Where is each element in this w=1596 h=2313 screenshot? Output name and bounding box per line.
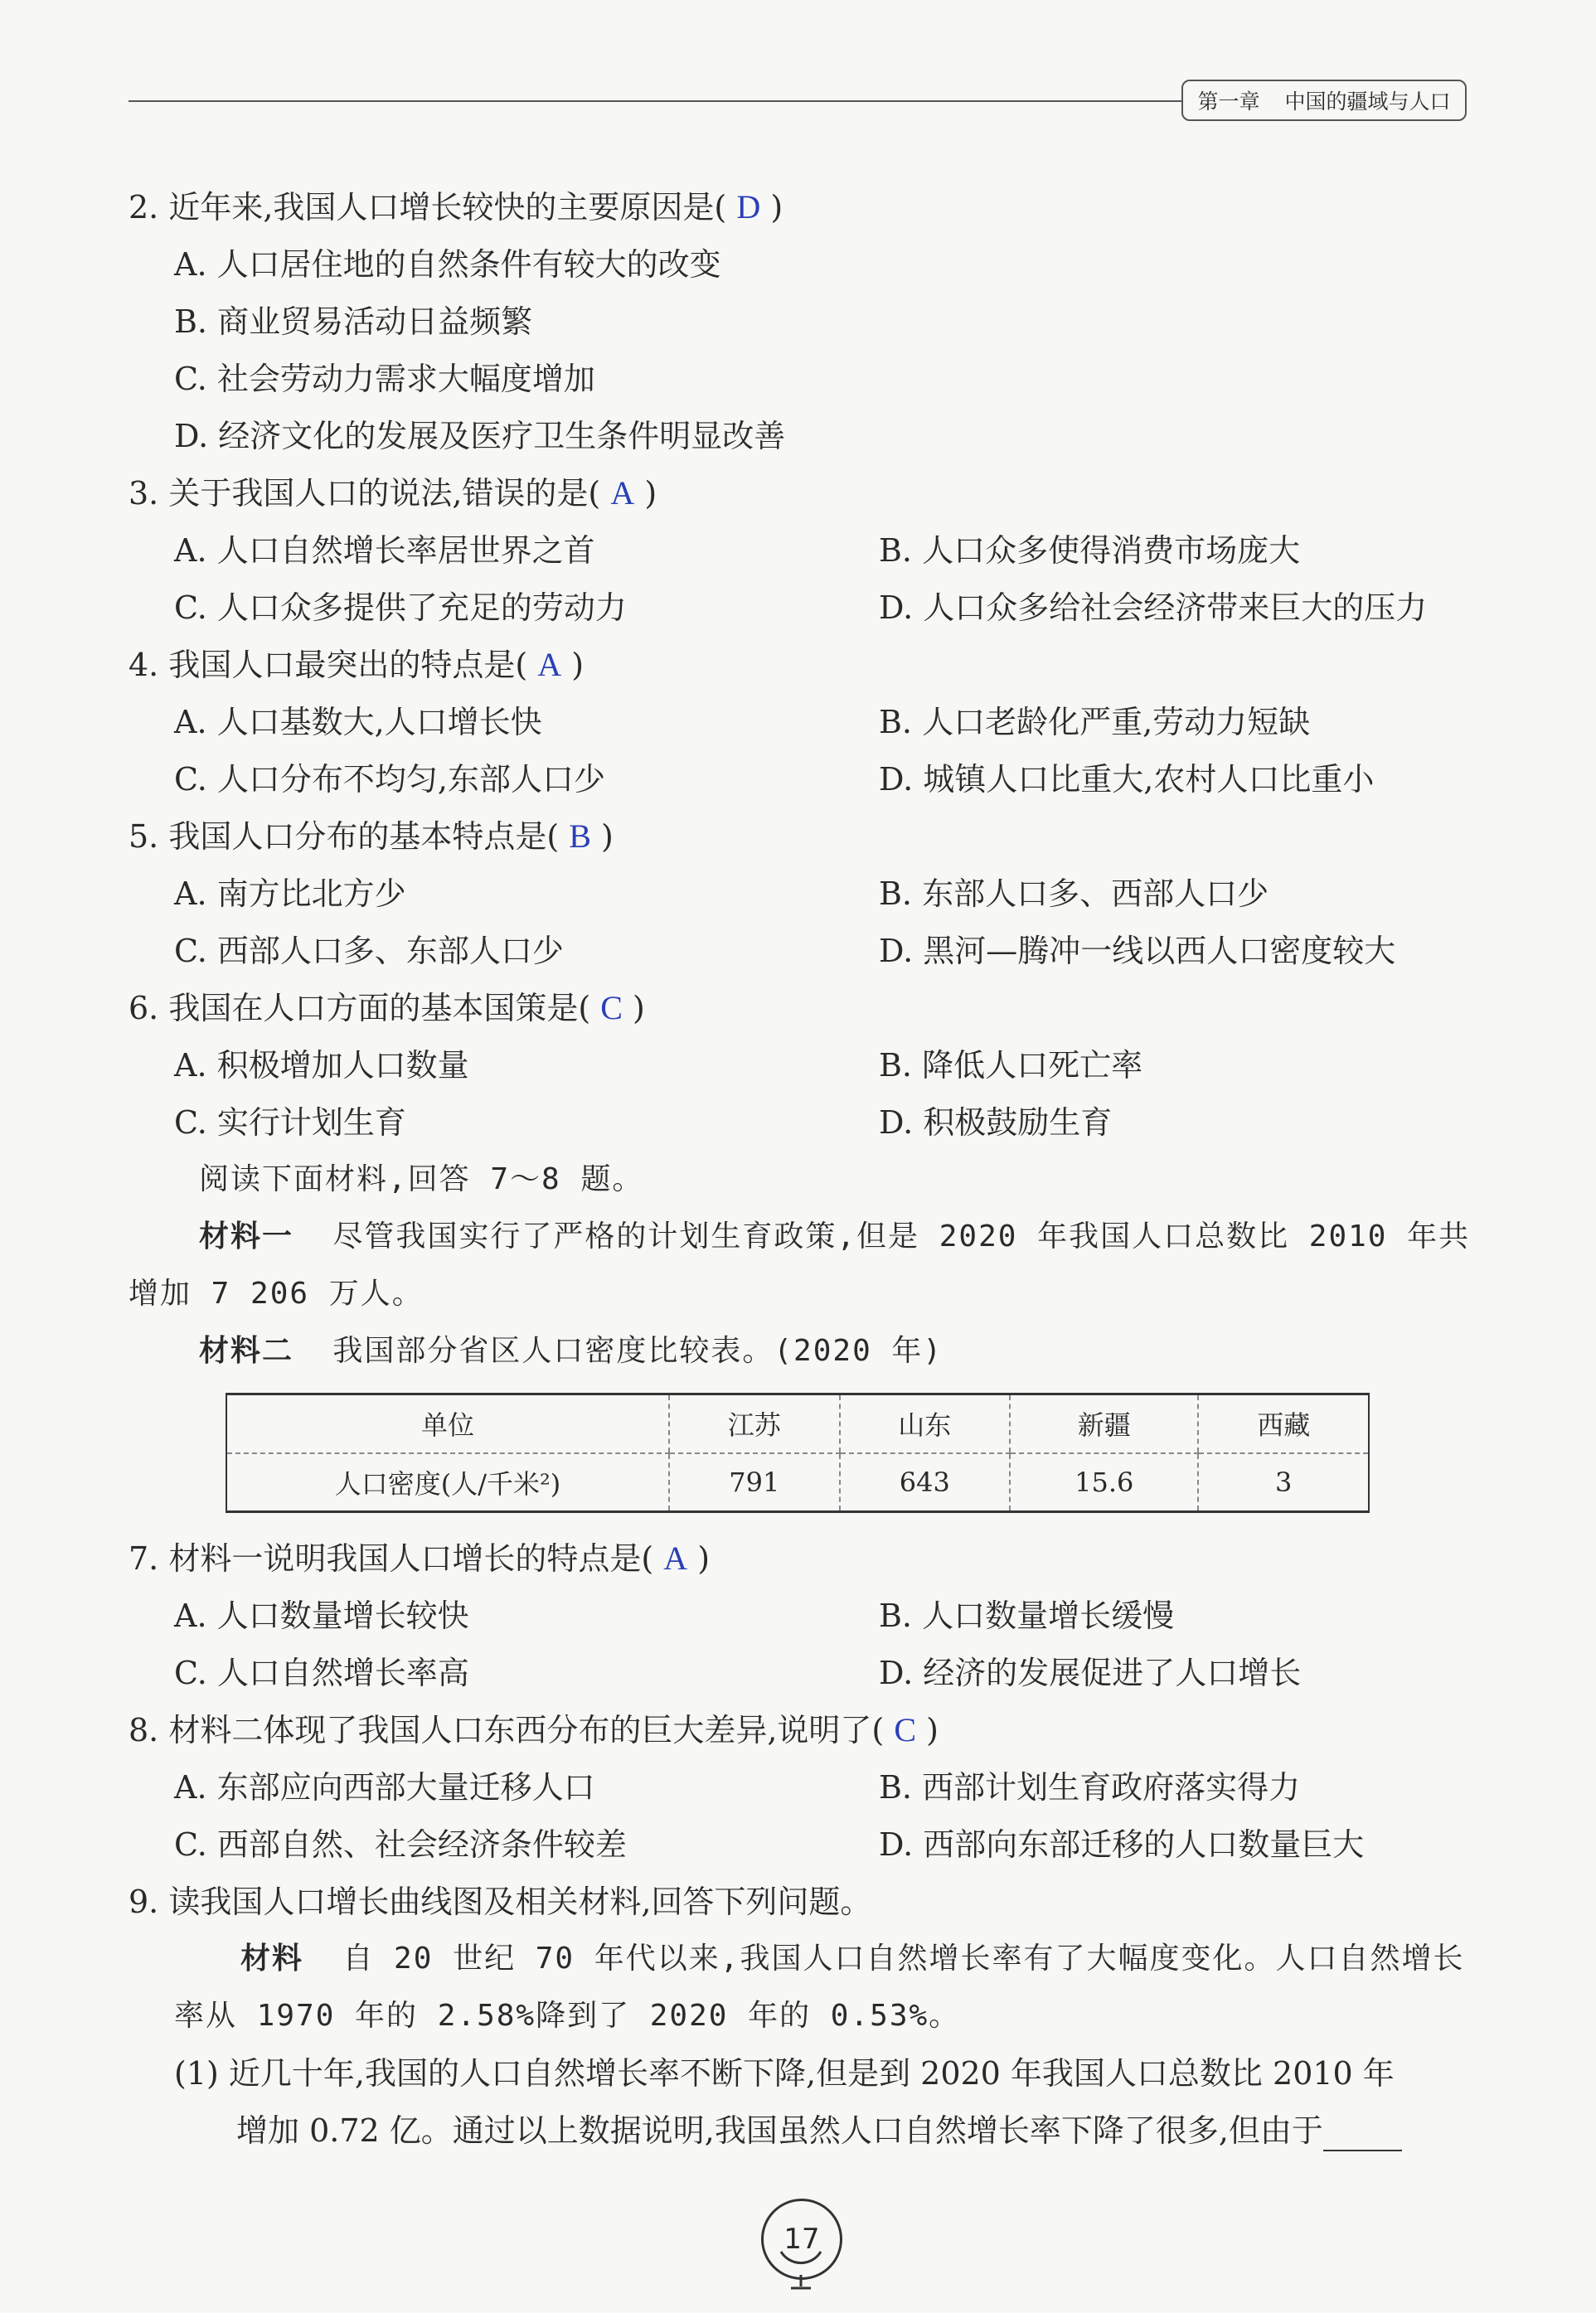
- question-9: 9. 读我国人口增长曲线图及相关材料,回答下列问题。: [129, 1884, 872, 1920]
- q5-option-d: D. 黑河—腾冲一线以西人口密度较大: [879, 933, 1396, 969]
- globe-stand-icon: [776, 2247, 826, 2296]
- q9-sub1-cont: 增加 0.72 亿。通过以上数据说明,我国虽然人口自然增长率下降了很多,但由于: [236, 2110, 1402, 2151]
- q3-option-a: A. 人口自然增长率居世界之首: [174, 532, 595, 569]
- q3-option-b: B. 人口众多使得消费市场庞大: [879, 532, 1301, 569]
- q6-option-a: A. 积极增加人口数量: [174, 1047, 469, 1084]
- q9-material: 材料 自 20 世纪 70 年代以来,我国人口自然增长率有了大幅度变化。人口自然增长: [240, 1942, 1465, 1976]
- q9-material-label: 材料: [240, 1942, 304, 1976]
- q4-option-b: B. 人口老龄化严重,劳动力短缺: [879, 704, 1311, 740]
- answer-2: D: [736, 188, 761, 225]
- question-4: 4. 我国人口最突出的特点是( A ): [129, 646, 585, 683]
- table-row-label: 人口密度(人/千米²): [334, 1467, 561, 1500]
- reading-intro: 阅读下面材料,回答 7～8 题。: [199, 1162, 644, 1196]
- q2-option-b: B. 商业贸易活动日益频繁: [174, 303, 533, 340]
- chapter-number: 第一章: [1197, 90, 1260, 114]
- material-1: 材料一 尽管我国实行了严格的计划生育政策,但是 2020 年我国人口总数比 2010 年共: [199, 1220, 1471, 1253]
- answer-4: A: [537, 646, 562, 683]
- answer-5: B: [569, 817, 591, 855]
- q4-option-a: A. 人口基数大,人口增长快: [174, 704, 542, 740]
- page-number: 17: [761, 2199, 842, 2280]
- q5-option-c: C. 西部人口多、东部人口少: [174, 933, 564, 969]
- question-2: 2. 近年来,我国人口增长较快的主要原因是( D ): [129, 188, 783, 225]
- answer-blank[interactable]: [1323, 2120, 1402, 2151]
- q2-option-c: C. 社会劳动力需求大幅度增加: [174, 361, 595, 397]
- table-header-cell: 江苏: [669, 1394, 840, 1453]
- answer-7: A: [663, 1540, 688, 1577]
- table-cell: 3: [1198, 1453, 1369, 1512]
- q4-option-c: C. 人口分布不均匀,东部人口少: [174, 761, 605, 798]
- q2-option-d: D. 经济文化的发展及医疗卫生条件明显改善: [174, 418, 786, 454]
- material-1-cont: 增加 7 206 万人。: [129, 1277, 424, 1311]
- table-header-cell: 新疆: [1010, 1394, 1198, 1453]
- table-header-cell: 山东: [840, 1394, 1011, 1453]
- answer-3: A: [610, 474, 635, 512]
- question-7: 7. 材料一说明我国人口增长的特点是( A ): [129, 1540, 711, 1577]
- answer-8: C: [894, 1711, 917, 1748]
- answer-6: C: [600, 989, 623, 1026]
- q6-option-b: B. 降低人口死亡率: [879, 1047, 1143, 1084]
- material-1-label: 材料一: [199, 1220, 294, 1253]
- q8-option-b: B. 西部计划生育政府落实得力: [879, 1769, 1301, 1806]
- q3-option-c: C. 人口众多提供了充足的劳动力: [174, 589, 627, 626]
- q7-option-a: A. 人口数量增长较快: [174, 1598, 469, 1634]
- q9-material-cont: 率从 1970 年的 2.58%降到了 2020 年的 0.53%。: [174, 1999, 961, 2033]
- q2-option-a: A. 人口居住地的自然条件有较大的改变: [174, 246, 721, 283]
- chapter-title: 中国的疆域与人口: [1284, 90, 1451, 114]
- header-rule: [129, 100, 1181, 102]
- question-5: 5. 我国人口分布的基本特点是( B ): [129, 817, 614, 855]
- table-cell: 643: [840, 1453, 1011, 1512]
- chapter-header: [1181, 80, 1467, 121]
- table-header-cell: 单位: [226, 1394, 669, 1453]
- q7-option-d: D. 经济的发展促进了人口增长: [879, 1655, 1302, 1691]
- q6-option-d: D. 积极鼓励生育: [879, 1104, 1113, 1141]
- q4-option-d: D. 城镇人口比重大,农村人口比重小: [879, 761, 1375, 798]
- question-6: 6. 我国在人口方面的基本国策是( C ): [129, 989, 645, 1026]
- density-table: [226, 1393, 1370, 1513]
- table-cell: 791: [669, 1453, 840, 1512]
- material-2-label: 材料二: [199, 1334, 294, 1368]
- q5-option-a: A. 南方比北方少: [174, 875, 406, 912]
- table-cell: 15.6: [1010, 1453, 1198, 1512]
- table-header-cell: 西藏: [1198, 1394, 1369, 1453]
- q7-option-b: B. 人口数量增长缓慢: [879, 1598, 1175, 1634]
- table-header-row: [226, 1394, 1369, 1453]
- q5-option-b: B. 东部人口多、西部人口少: [879, 875, 1269, 912]
- q9-sub1: (1) 近几十年,我国的人口自然增长率不断下降,但是到 2020 年我国人口总数比 2010 年: [174, 2055, 1395, 2092]
- q8-option-a: A. 东部应向西部大量迁移人口: [174, 1769, 595, 1806]
- table-row: [226, 1453, 1369, 1512]
- q3-option-d: D. 人口众多给社会经济带来巨大的压力: [879, 589, 1428, 626]
- q8-option-c: C. 西部自然、社会经济条件较差: [174, 1826, 627, 1863]
- q6-option-c: C. 实行计划生育: [174, 1104, 406, 1141]
- question-3: 3. 关于我国人口的说法,错误的是( A ): [129, 474, 657, 512]
- question-8: 8. 材料二体现了我国人口东西分布的巨大差异,说明了( C ): [129, 1711, 939, 1748]
- q8-option-d: D. 西部向东部迁移的人口数量巨大: [879, 1826, 1365, 1863]
- material-2: 材料二 我国部分省区人口密度比较表。(2020 年): [199, 1334, 944, 1368]
- q7-option-c: C. 人口自然增长率高: [174, 1655, 469, 1691]
